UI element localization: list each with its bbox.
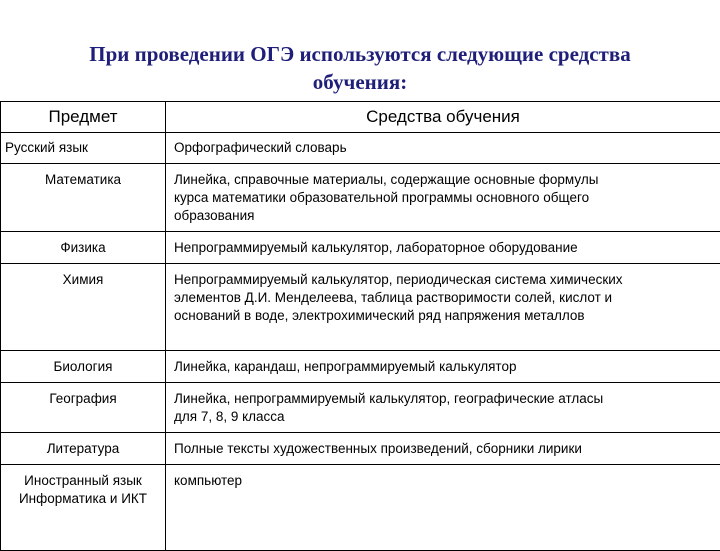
tools-line: Линейка, непрограммируемый калькулятор, географические атласы bbox=[174, 390, 716, 408]
subject-name: Информатика и ИКТ bbox=[1, 490, 165, 508]
subject-cell bbox=[1, 264, 166, 351]
tools-line: оснований в воде, электрохимический ряд напряжения металлов bbox=[174, 307, 716, 325]
tools-cell bbox=[166, 232, 720, 264]
table-row bbox=[1, 133, 720, 164]
page-title-line-2: обучения: bbox=[0, 68, 720, 96]
table-row bbox=[1, 383, 720, 433]
subject-name: Литература bbox=[47, 441, 120, 456]
table-row bbox=[1, 264, 720, 351]
tools-line: Непрограммируемый калькулятор, периодическая система химических bbox=[174, 271, 716, 289]
page-title-line-1: При проведении ОГЭ используются следующие средства bbox=[0, 40, 720, 68]
tools-line: элементов Д.И. Менделеева, таблица растворимости солей, кислот и bbox=[174, 289, 716, 307]
tools-line: Линейка, справочные материалы, содержащие основные формулы bbox=[174, 171, 716, 189]
tools-cell bbox=[166, 164, 720, 232]
header-subject: Предмет bbox=[1, 102, 166, 133]
table-row bbox=[1, 351, 720, 383]
table-row bbox=[1, 433, 720, 465]
tools-line: образования bbox=[174, 207, 716, 225]
table-header-row bbox=[1, 102, 720, 133]
header-tools: Средства обучения bbox=[166, 102, 720, 133]
tools-line: Орфографический словарь bbox=[174, 139, 716, 157]
subject-name: Математика bbox=[45, 172, 121, 187]
subject-cell bbox=[1, 383, 166, 433]
tools-cell bbox=[166, 351, 720, 383]
subject-name: Химия bbox=[63, 272, 104, 287]
subject-cell bbox=[1, 465, 166, 551]
exam-tools-table bbox=[0, 101, 720, 551]
tools-cell bbox=[166, 383, 720, 433]
table-row bbox=[1, 164, 720, 232]
subject-name: Физика bbox=[60, 240, 105, 255]
tools-line: Линейка, карандаш, непрограммируемый калькулятор bbox=[174, 358, 716, 376]
page-title bbox=[0, 40, 720, 96]
subject-name: Русский язык bbox=[5, 140, 88, 155]
tools-cell bbox=[166, 264, 720, 351]
subject-name: Биология bbox=[54, 359, 113, 374]
table-row bbox=[1, 465, 720, 551]
tools-line: курса математики образовательной программы основного общего bbox=[174, 189, 716, 207]
subject-cell bbox=[1, 133, 166, 164]
tools-line: компьютер bbox=[174, 472, 716, 490]
subject-cell bbox=[1, 433, 166, 465]
tools-cell bbox=[166, 133, 720, 164]
subject-cell bbox=[1, 164, 166, 232]
subject-name: География bbox=[49, 391, 116, 406]
subject-cell bbox=[1, 351, 166, 383]
tools-line: Полные тексты художественных произведений, сборники лирики bbox=[174, 440, 716, 458]
subject-name: Иностранный язык bbox=[1, 472, 165, 490]
tools-line: Непрограммируемый калькулятор, лабораторное оборудование bbox=[174, 239, 716, 257]
tools-line: для 7, 8, 9 класса bbox=[174, 408, 716, 426]
tools-cell bbox=[166, 433, 720, 465]
subject-cell bbox=[1, 232, 166, 264]
tools-cell bbox=[166, 465, 720, 551]
table-row bbox=[1, 232, 720, 264]
